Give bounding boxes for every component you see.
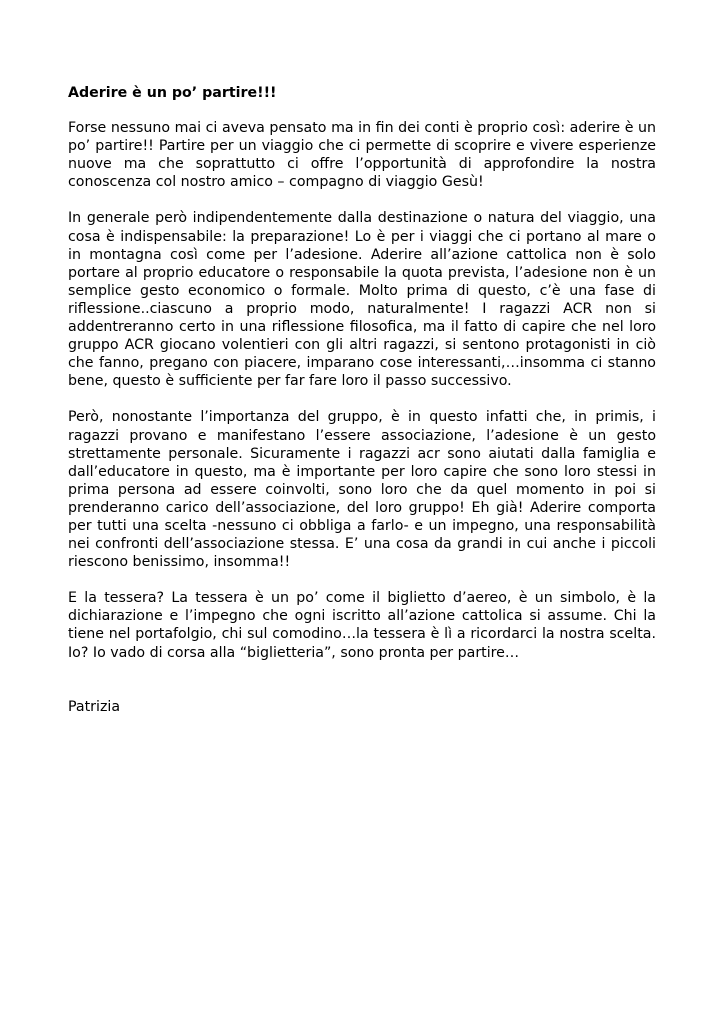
- paragraph-4: E la tessera? La tessera è un po’ come il biglietto d’aereo, è un simbolo, è la dichiarazione e l’impegno che ogni iscritto all’azione cattolica si assume. Chi la tiene nel portafolgio, chi sul comodino…la tessera è lì a ricordarci la nostra scelta. Io? Io vado di corsa alla “biglietteria”, sono pronta per partire…: [68, 590, 656, 661]
- signature: Patrizia: [68, 698, 121, 715]
- document-body: [68, 84, 656, 730]
- paragraph-2: In generale però indipendentemente dalla destinazione o natura del viaggio, una cosa è indispensabile: la preparazione! Lo è per i viaggi che ci portano al mare o in montagna così come per l’adesione. Aderire all’azione cattolica non è solo portare al proprio educatore o responsabile la quota prevista, l’adesione non è un semplice gesto economico o formale. Molto prima di questo, c’è una fase di riflessione..ciascuno a proprio modo, naturalmente! I ragazzi ACR non si addentreranno certo in una riflessione filosofica, ma il fatto di capire che nel loro gruppo ACR giocano volentieri con gli altri ragazzi, si sentono protagonisti in ciò che fanno, pregano con piacere, imparano cose interessanti,…insomma ci stanno bene, questo è sufficiente per far fare loro il passo successivo.: [68, 210, 656, 390]
- paragraph-3: Però, nonostante l’importanza del gruppo, è in questo infatti che, in primis, i ragazzi provano e manifestano l’essere associazione, l’adesione è un gesto strettamente personale. Sicuramente i ragazzi acr sono aiutati dalla famiglia e dall’educatore in questo, ma è importante per loro capire che sono loro stessi in prima persona ad essere coinvolti, sono loro che da quel momento in poi si prenderanno carico dell’associazione, del loro gruppo! Eh già! Aderire comporta per tutti una scelta -nessuno ci obbliga a farlo- e un impegno, una responsabilità nei confronti dell’associazione stessa. E’ una cosa da grandi in cui anche i piccoli riescono benissimo, insomma!!: [68, 409, 656, 571]
- paragraph-1: Forse nessuno mai ci aveva pensato ma in fin dei conti è proprio così: aderire è un po’ partire!! Partire per un viaggio che ci permette di scoprire e vivere esperienze nuove ma che soprattutto ci offre l’opportunità di approfondire la nostra conoscenza col nostro amico – compagno di viaggio Gesù!: [68, 120, 656, 191]
- document-title: Aderire è un po’ partire!!!: [68, 85, 277, 101]
